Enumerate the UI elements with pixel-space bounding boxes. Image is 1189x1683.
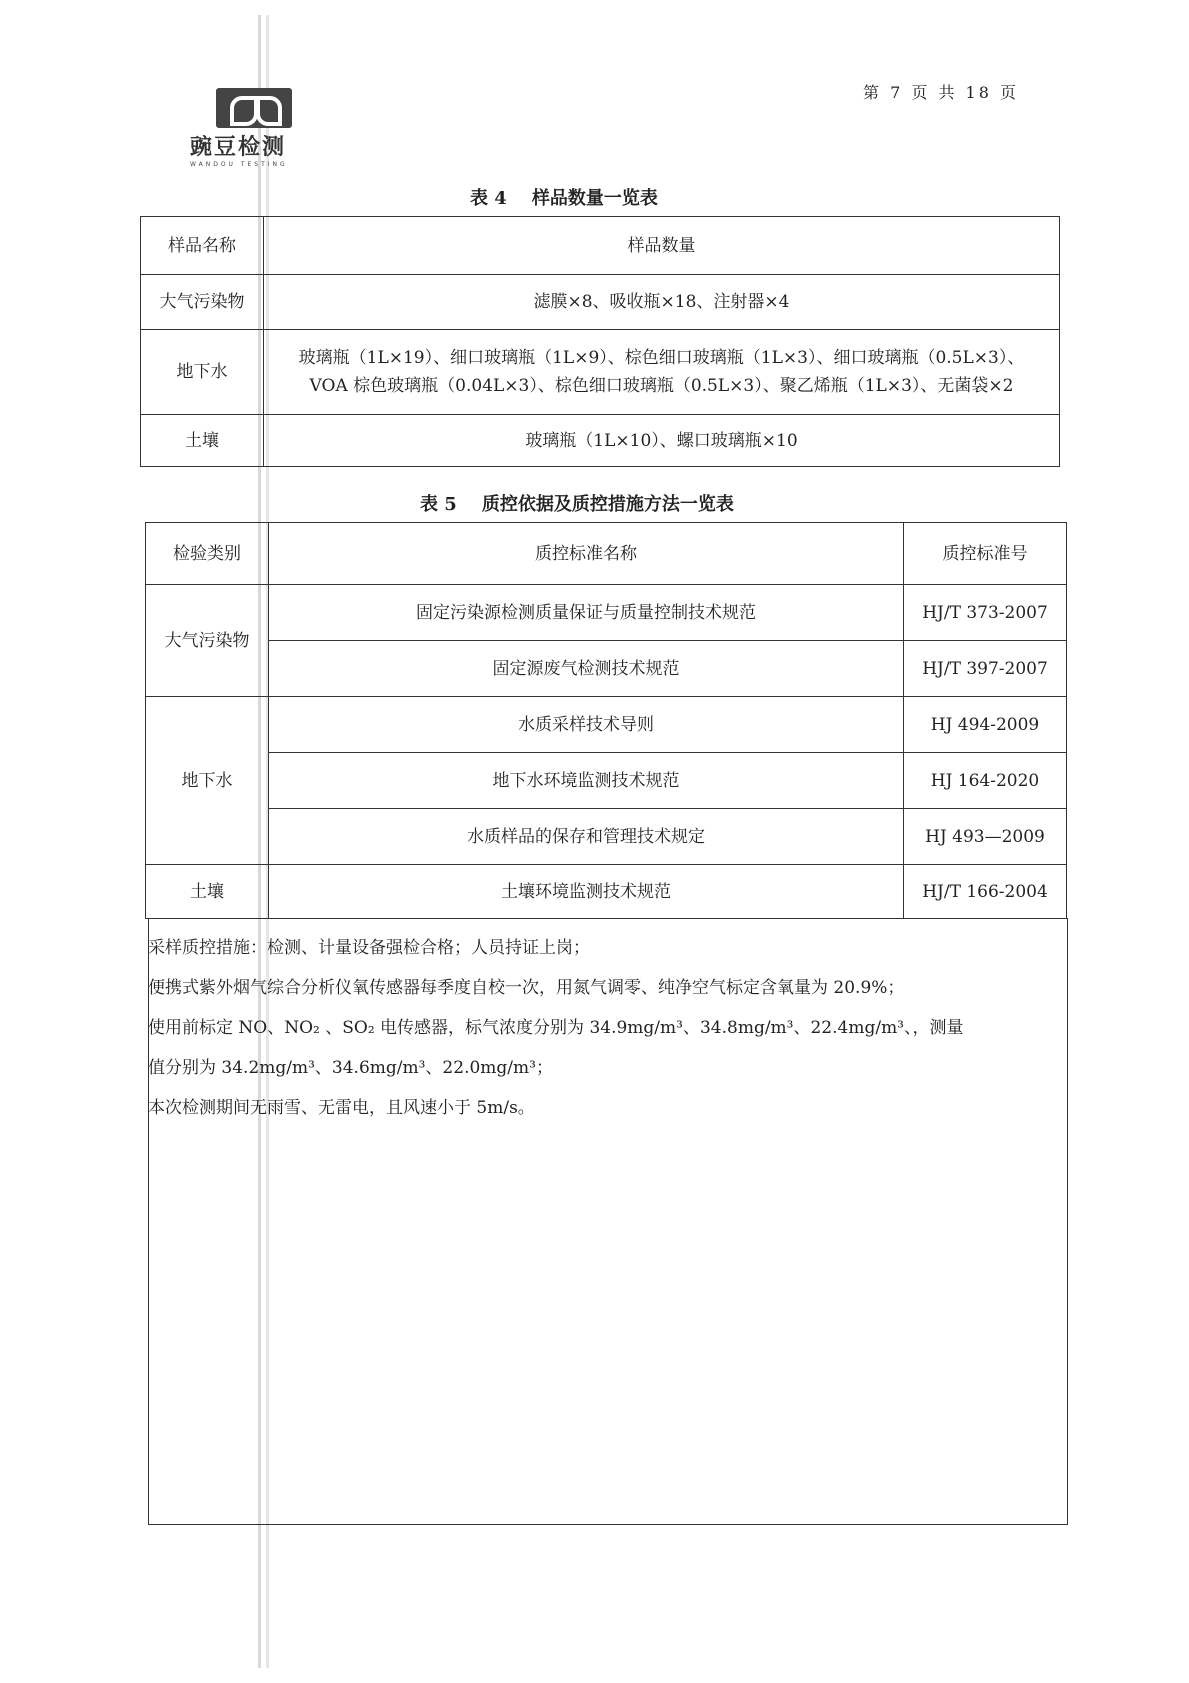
logo-mark-icon bbox=[216, 88, 292, 128]
notes-line: 使用前标定 NO、NO₂ 、SO₂ 电传感器，标气浓度分别为 34.9mg/m³、34.8mg/m³、22.4mg/m³、，测量 bbox=[148, 1018, 964, 1038]
table5-standard-name: 固定污染源检测质量保证与质量控制技术规范 bbox=[269, 585, 904, 641]
table5-standard-code: HJ 494-2009 bbox=[904, 697, 1067, 753]
page-number: 第 7 页 共 18 页 bbox=[863, 83, 1019, 102]
table4-row-name: 大气污染物 bbox=[141, 275, 264, 330]
table5-standard-code: HJ 493—2009 bbox=[904, 809, 1067, 865]
table4-row-quantity: 玻璃瓶（1L×10）、螺口玻璃瓶×10 bbox=[264, 415, 1060, 467]
notes-line: 便携式紫外烟气综合分析仪氧传感器每季度自校一次，用氮气调零、纯净空气标定含氧量为 20.9%； bbox=[148, 978, 905, 998]
table5-category: 大气污染物 bbox=[146, 585, 269, 697]
table4-row-name: 地下水 bbox=[141, 330, 264, 415]
table5-standard-name: 地下水环境监测技术规范 bbox=[269, 753, 904, 809]
table4-row-name: 土壤 bbox=[141, 415, 264, 467]
table5-standard-code: HJ/T 166-2004 bbox=[904, 865, 1067, 919]
notes-line: 采样质控措施：检测、计量设备强检合格；人员持证上岗； bbox=[148, 938, 590, 958]
table5-standard-code: HJ/T 397-2007 bbox=[904, 641, 1067, 697]
table5-caption: 表 5 质控依据及质控措施方法一览表 bbox=[420, 494, 734, 515]
table5-standard-code: HJ/T 373-2007 bbox=[904, 585, 1067, 641]
table5-header-category: 检验类别 bbox=[146, 523, 269, 585]
company-logo bbox=[190, 88, 330, 168]
table4-header-quantity: 样品数量 bbox=[264, 217, 1060, 275]
logo-text: 豌豆检测 bbox=[190, 135, 287, 160]
table4-caption: 表 4 样品数量一览表 bbox=[470, 188, 658, 209]
logo-subtext: WANDOU TESTING bbox=[190, 161, 288, 168]
table4-row-quantity: 滤膜×8、吸收瓶×18、注射器×4 bbox=[264, 275, 1060, 330]
table5-header-code: 质控标准号 bbox=[904, 523, 1067, 585]
table5-qc-standards bbox=[145, 522, 1067, 919]
table5-standard-name: 水质样品的保存和管理技术规定 bbox=[269, 809, 904, 865]
table5-standard-code: HJ 164-2020 bbox=[904, 753, 1067, 809]
table5-standard-name: 土壤环境监测技术规范 bbox=[269, 865, 904, 919]
table5-standard-name: 水质采样技术导则 bbox=[269, 697, 904, 753]
notes-line: 值分别为 34.2mg/m³、34.6mg/m³、22.0mg/m³； bbox=[148, 1058, 553, 1078]
qc-measures-notes bbox=[148, 928, 1058, 1128]
table5-category: 地下水 bbox=[146, 697, 269, 865]
table4-sample-quantity bbox=[140, 216, 1060, 467]
table4-row-quantity: 玻璃瓶（1L×19）、细口玻璃瓶（1L×9）、棕色细口玻璃瓶（1L×3）、细口玻璃瓶（0.5L×3）、VOA 棕色玻璃瓶（0.04L×3）、棕色细口玻璃瓶（0.5L×3）、聚乙烯瓶（1L×3）、无菌袋×2 bbox=[264, 330, 1060, 415]
table5-category: 土壤 bbox=[146, 865, 269, 919]
table4-header-name: 样品名称 bbox=[141, 217, 264, 275]
table5-standard-name: 固定源废气检测技术规范 bbox=[269, 641, 904, 697]
notes-line: 本次检测期间无雨雪、无雷电，且风速小于 5m/s。 bbox=[148, 1098, 535, 1118]
table5-header-name: 质控标准名称 bbox=[269, 523, 904, 585]
